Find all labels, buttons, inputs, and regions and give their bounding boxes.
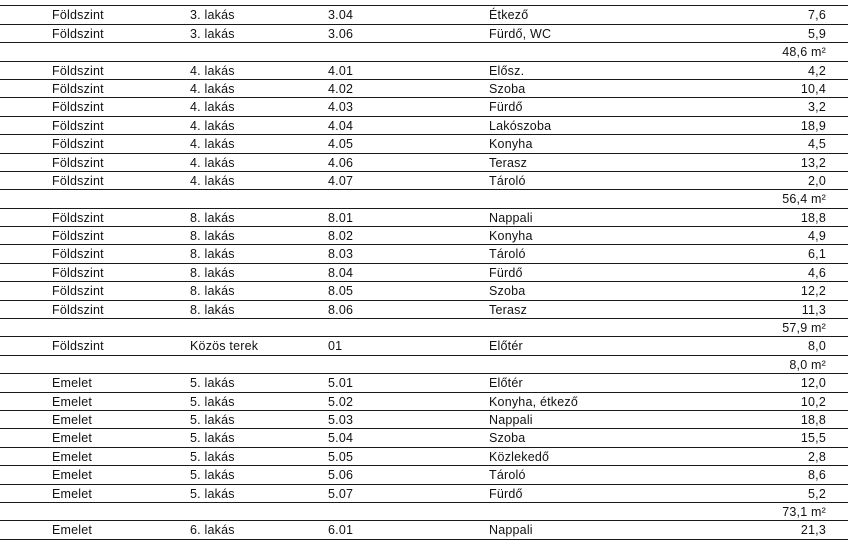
level-cell: Földszint: [52, 100, 104, 115]
unit-cell: 4. lakás: [190, 100, 235, 115]
room-code-cell: 8.03: [328, 247, 354, 262]
table-row: [0, 337, 848, 355]
room-name-cell: Előtér: [489, 376, 523, 391]
unit-cell: 8. lakás: [190, 284, 235, 299]
level-cell: Földszint: [52, 173, 104, 188]
area-cell: 2,8: [808, 449, 826, 464]
subtotal-area: 73,1 m²: [782, 504, 826, 519]
room-name-cell: Tároló: [489, 173, 526, 188]
room-name-cell: Fürdő: [489, 265, 523, 280]
area-cell: 12,2: [800, 284, 826, 299]
room-name-cell: Fürdő: [489, 486, 523, 501]
subtotal-area: 8,0 m²: [789, 357, 826, 372]
unit-cell: 8. lakás: [190, 210, 235, 225]
room-code-cell: 4.07: [328, 173, 354, 188]
area-cell: 2,0: [808, 173, 826, 188]
area-cell: 5,9: [808, 26, 826, 41]
level-cell: Földszint: [52, 63, 104, 78]
unit-cell: 5. lakás: [190, 431, 235, 446]
level-cell: Földszint: [52, 302, 104, 317]
level-cell: Földszint: [52, 155, 104, 170]
table-row: [0, 117, 848, 135]
table-row: [0, 393, 848, 411]
level-cell: Emelet: [52, 431, 93, 446]
room-name-cell: Közlekedő: [489, 449, 550, 464]
area-cell: 3,2: [808, 100, 826, 115]
room-code-cell: 3.06: [328, 26, 354, 41]
level-cell: Földszint: [52, 265, 104, 280]
table-row: [0, 429, 848, 447]
room-name-cell: Fürdő: [489, 100, 523, 115]
table-row: [0, 448, 848, 466]
room-code-cell: 5.05: [328, 449, 354, 464]
room-code-cell: 4.04: [328, 118, 354, 133]
room-code-cell: 4.01: [328, 63, 354, 78]
room-name-cell: Nappali: [489, 523, 533, 538]
subtotal-row: [0, 503, 848, 521]
unit-cell: 4. lakás: [190, 155, 235, 170]
room-code-cell: 8.06: [328, 302, 354, 317]
area-cell: 4,9: [808, 229, 826, 244]
level-cell: Emelet: [52, 523, 93, 538]
level-cell: Emelet: [52, 468, 93, 483]
area-cell: 4,6: [808, 265, 826, 280]
area-cell: 11,3: [801, 302, 826, 317]
subtotal-area: 57,9 m²: [782, 321, 826, 336]
area-cell: 13,2: [800, 155, 826, 170]
table-row: [0, 264, 848, 282]
room-name-cell: Konyha: [489, 229, 533, 244]
unit-cell: 5. lakás: [190, 412, 235, 427]
table-row: [0, 154, 848, 172]
unit-cell: 6. lakás: [190, 523, 235, 538]
subtotal-row: [0, 356, 848, 374]
unit-cell: 4. lakás: [190, 173, 235, 188]
level-cell: Földszint: [52, 210, 104, 225]
room-name-cell: Nappali: [489, 412, 533, 427]
room-name-cell: Konyha, étkező: [489, 394, 578, 409]
room-code-cell: 6.01: [328, 523, 354, 538]
level-cell: Földszint: [52, 8, 104, 23]
unit-cell: 4. lakás: [190, 63, 235, 78]
unit-cell: 5. lakás: [190, 468, 235, 483]
area-cell: 10,4: [800, 81, 826, 96]
level-cell: Földszint: [52, 284, 104, 299]
room-name-cell: Szoba: [489, 284, 526, 299]
room-name-cell: Előtér: [489, 339, 523, 354]
room-name-cell: Nappali: [489, 210, 533, 225]
level-cell: Emelet: [52, 486, 93, 501]
room-code-cell: 3.04: [328, 8, 354, 23]
unit-cell: Közös terek: [190, 339, 259, 354]
room-name-cell: Szoba: [489, 81, 526, 96]
room-name-cell: Tároló: [489, 247, 526, 262]
room-code-cell: 8.05: [328, 284, 354, 299]
level-cell: Földszint: [52, 339, 104, 354]
table-row: [0, 98, 848, 116]
room-code-cell: 01: [328, 339, 343, 354]
unit-cell: 8. lakás: [190, 229, 235, 244]
table-row: [0, 209, 848, 227]
room-code-cell: 8.01: [328, 210, 354, 225]
level-cell: Földszint: [52, 26, 104, 41]
area-cell: 21,3: [800, 523, 826, 538]
room-name-cell: Lakószoba: [489, 118, 552, 133]
room-code-cell: 4.02: [328, 81, 354, 96]
unit-cell: 3. lakás: [190, 8, 235, 23]
subtotal-row: [0, 319, 848, 337]
area-cell: 7,6: [808, 8, 826, 23]
table-row-cut-off: [0, 540, 848, 548]
room-code-cell: 5.04: [328, 431, 354, 446]
room-code-cell: 4.03: [328, 100, 354, 115]
room-code-cell: 5.06: [328, 468, 354, 483]
unit-cell: 5. lakás: [190, 449, 235, 464]
room-code-cell: 5.01: [328, 376, 354, 391]
area-cell: 4,5: [808, 137, 826, 152]
unit-cell: 4. lakás: [190, 137, 235, 152]
room-name-cell: Elősz.: [489, 63, 525, 78]
area-cell: 12,0: [800, 376, 826, 391]
level-cell: Emelet: [52, 394, 93, 409]
room-code-cell: 4.05: [328, 137, 354, 152]
unit-cell: 5. lakás: [190, 394, 235, 409]
unit-cell: 4. lakás: [190, 81, 235, 96]
level-cell: Földszint: [52, 229, 104, 244]
area-cell: 15,5: [800, 431, 826, 446]
unit-cell: 8. lakás: [190, 265, 235, 280]
table-row: [0, 411, 848, 429]
table-row: [0, 485, 848, 503]
level-cell: Emelet: [52, 376, 93, 391]
subtotal-area: 56,4 m²: [782, 192, 826, 207]
area-cell: 18,8: [800, 210, 826, 225]
unit-cell: 3. lakás: [190, 26, 235, 41]
subtotal-row: [0, 190, 848, 208]
room-code-cell: 5.03: [328, 412, 354, 427]
level-cell: Emelet: [52, 449, 93, 464]
area-cell: 8,0: [808, 339, 826, 354]
unit-cell: 8. lakás: [190, 302, 235, 317]
area-cell: 8,6: [808, 468, 826, 483]
table-row: [0, 135, 848, 153]
level-cell: Emelet: [52, 412, 93, 427]
area-cell: 18,8: [800, 412, 826, 427]
unit-cell: 5. lakás: [190, 376, 235, 391]
unit-cell: 8. lakás: [190, 247, 235, 262]
room-name-cell: Terasz: [489, 302, 528, 317]
area-cell: 5,2: [808, 486, 826, 501]
room-code-cell: 5.07: [328, 486, 354, 501]
level-cell: Földszint: [52, 81, 104, 96]
table-row: [0, 521, 848, 539]
room-name-cell: Konyha: [489, 137, 533, 152]
unit-cell: 4. lakás: [190, 118, 235, 133]
table-row: [0, 172, 848, 190]
table-row: [0, 301, 848, 319]
room-name-cell: Terasz: [489, 155, 528, 170]
room-code-cell: 4.06: [328, 155, 354, 170]
room-name-cell: Fürdő, WC: [489, 26, 552, 41]
room-code-cell: 8.04: [328, 265, 354, 280]
table-row: [0, 466, 848, 484]
unit-cell: 5. lakás: [190, 486, 235, 501]
table-row: [0, 245, 848, 263]
level-cell: Földszint: [52, 137, 104, 152]
table-row: [0, 6, 848, 24]
room-name-cell: Tároló: [489, 468, 526, 483]
table-row: [0, 25, 848, 43]
area-cell: 18,9: [800, 118, 826, 133]
level-cell: Földszint: [52, 247, 104, 262]
room-code-cell: 8.02: [328, 229, 354, 244]
subtotal-area: 48,6 m²: [782, 45, 826, 60]
area-cell: 4,2: [808, 63, 826, 78]
table-row: [0, 62, 848, 80]
subtotal-row: [0, 43, 848, 61]
room-name-cell: Szoba: [489, 431, 526, 446]
level-cell: Földszint: [52, 118, 104, 133]
table-row: [0, 227, 848, 245]
area-cell: 10,2: [800, 394, 826, 409]
table-row: [0, 80, 848, 98]
area-cell: 6,1: [808, 247, 826, 262]
room-name-cell: Étkező: [489, 8, 529, 23]
table-row: [0, 374, 848, 392]
table-row: [0, 282, 848, 300]
room-code-cell: 5.02: [328, 394, 354, 409]
